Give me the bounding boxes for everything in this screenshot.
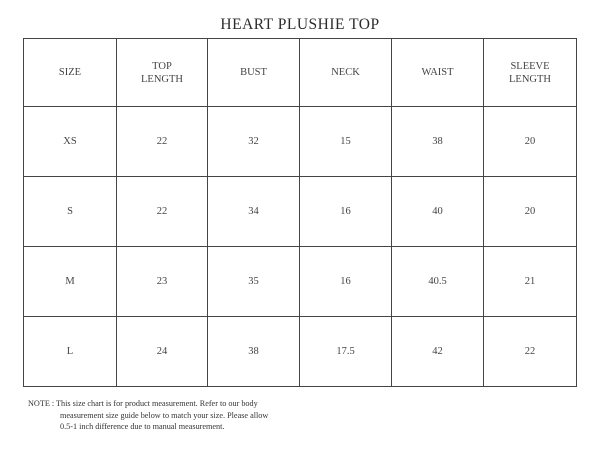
header-label: WAIST <box>421 67 454 78</box>
header-bust <box>208 39 300 107</box>
neck-cell: 16 <box>300 247 392 317</box>
table-header-row <box>24 39 577 107</box>
sleeve-length-cell: 20 <box>484 107 577 177</box>
bust-cell: 34 <box>208 177 300 247</box>
size-chart-table <box>23 38 577 387</box>
sleeve-length-cell: 22 <box>484 317 577 387</box>
waist-cell: 40.5 <box>392 247 484 317</box>
bust-cell: 35 <box>208 247 300 317</box>
neck-cell: 16 <box>300 177 392 247</box>
page-title: HEART PLUSHIE TOP <box>220 16 380 33</box>
top-length-cell: 24 <box>117 317 208 387</box>
size-cell: S <box>24 177 117 247</box>
sleeve-length-cell: 21 <box>484 247 577 317</box>
note-line: measurement size guide below to match your size. Please allow <box>60 410 269 420</box>
size-cell: L <box>24 317 117 387</box>
size-cell: M <box>24 247 117 317</box>
table-row <box>24 107 577 177</box>
header-label: BUST <box>240 67 267 78</box>
waist-cell: 42 <box>392 317 484 387</box>
bust-cell: 32 <box>208 107 300 177</box>
header-label: LENGTH <box>141 73 183 85</box>
neck-cell: 17.5 <box>300 317 392 387</box>
header-neck <box>300 39 392 107</box>
neck-cell: 15 <box>300 107 392 177</box>
table-row <box>24 317 577 387</box>
header-label: LENGTH <box>509 73 551 85</box>
header-top-length <box>117 39 208 107</box>
measurement-note <box>28 398 328 433</box>
header-size <box>24 39 117 107</box>
header-waist <box>392 39 484 107</box>
top-length-cell: 22 <box>117 107 208 177</box>
waist-cell: 38 <box>392 107 484 177</box>
sleeve-length-cell: 20 <box>484 177 577 247</box>
waist-cell: 40 <box>392 177 484 247</box>
note-line: 0.5-1 inch difference due to manual measurement. <box>60 422 225 431</box>
header-label: TOP <box>152 60 172 72</box>
table-row <box>24 177 577 247</box>
header-sleeve-length <box>484 39 577 107</box>
header-label: SIZE <box>58 67 82 78</box>
top-length-cell: 23 <box>117 247 208 317</box>
top-length-cell: 22 <box>117 177 208 247</box>
table-row <box>24 247 577 317</box>
size-cell: XS <box>24 107 117 177</box>
note-line: NOTE : This size chart is for product measurement. Refer to our body <box>28 399 258 408</box>
bust-cell: 38 <box>208 317 300 387</box>
header-label: NECK <box>331 67 360 78</box>
header-label: SLEEVE <box>510 60 550 72</box>
